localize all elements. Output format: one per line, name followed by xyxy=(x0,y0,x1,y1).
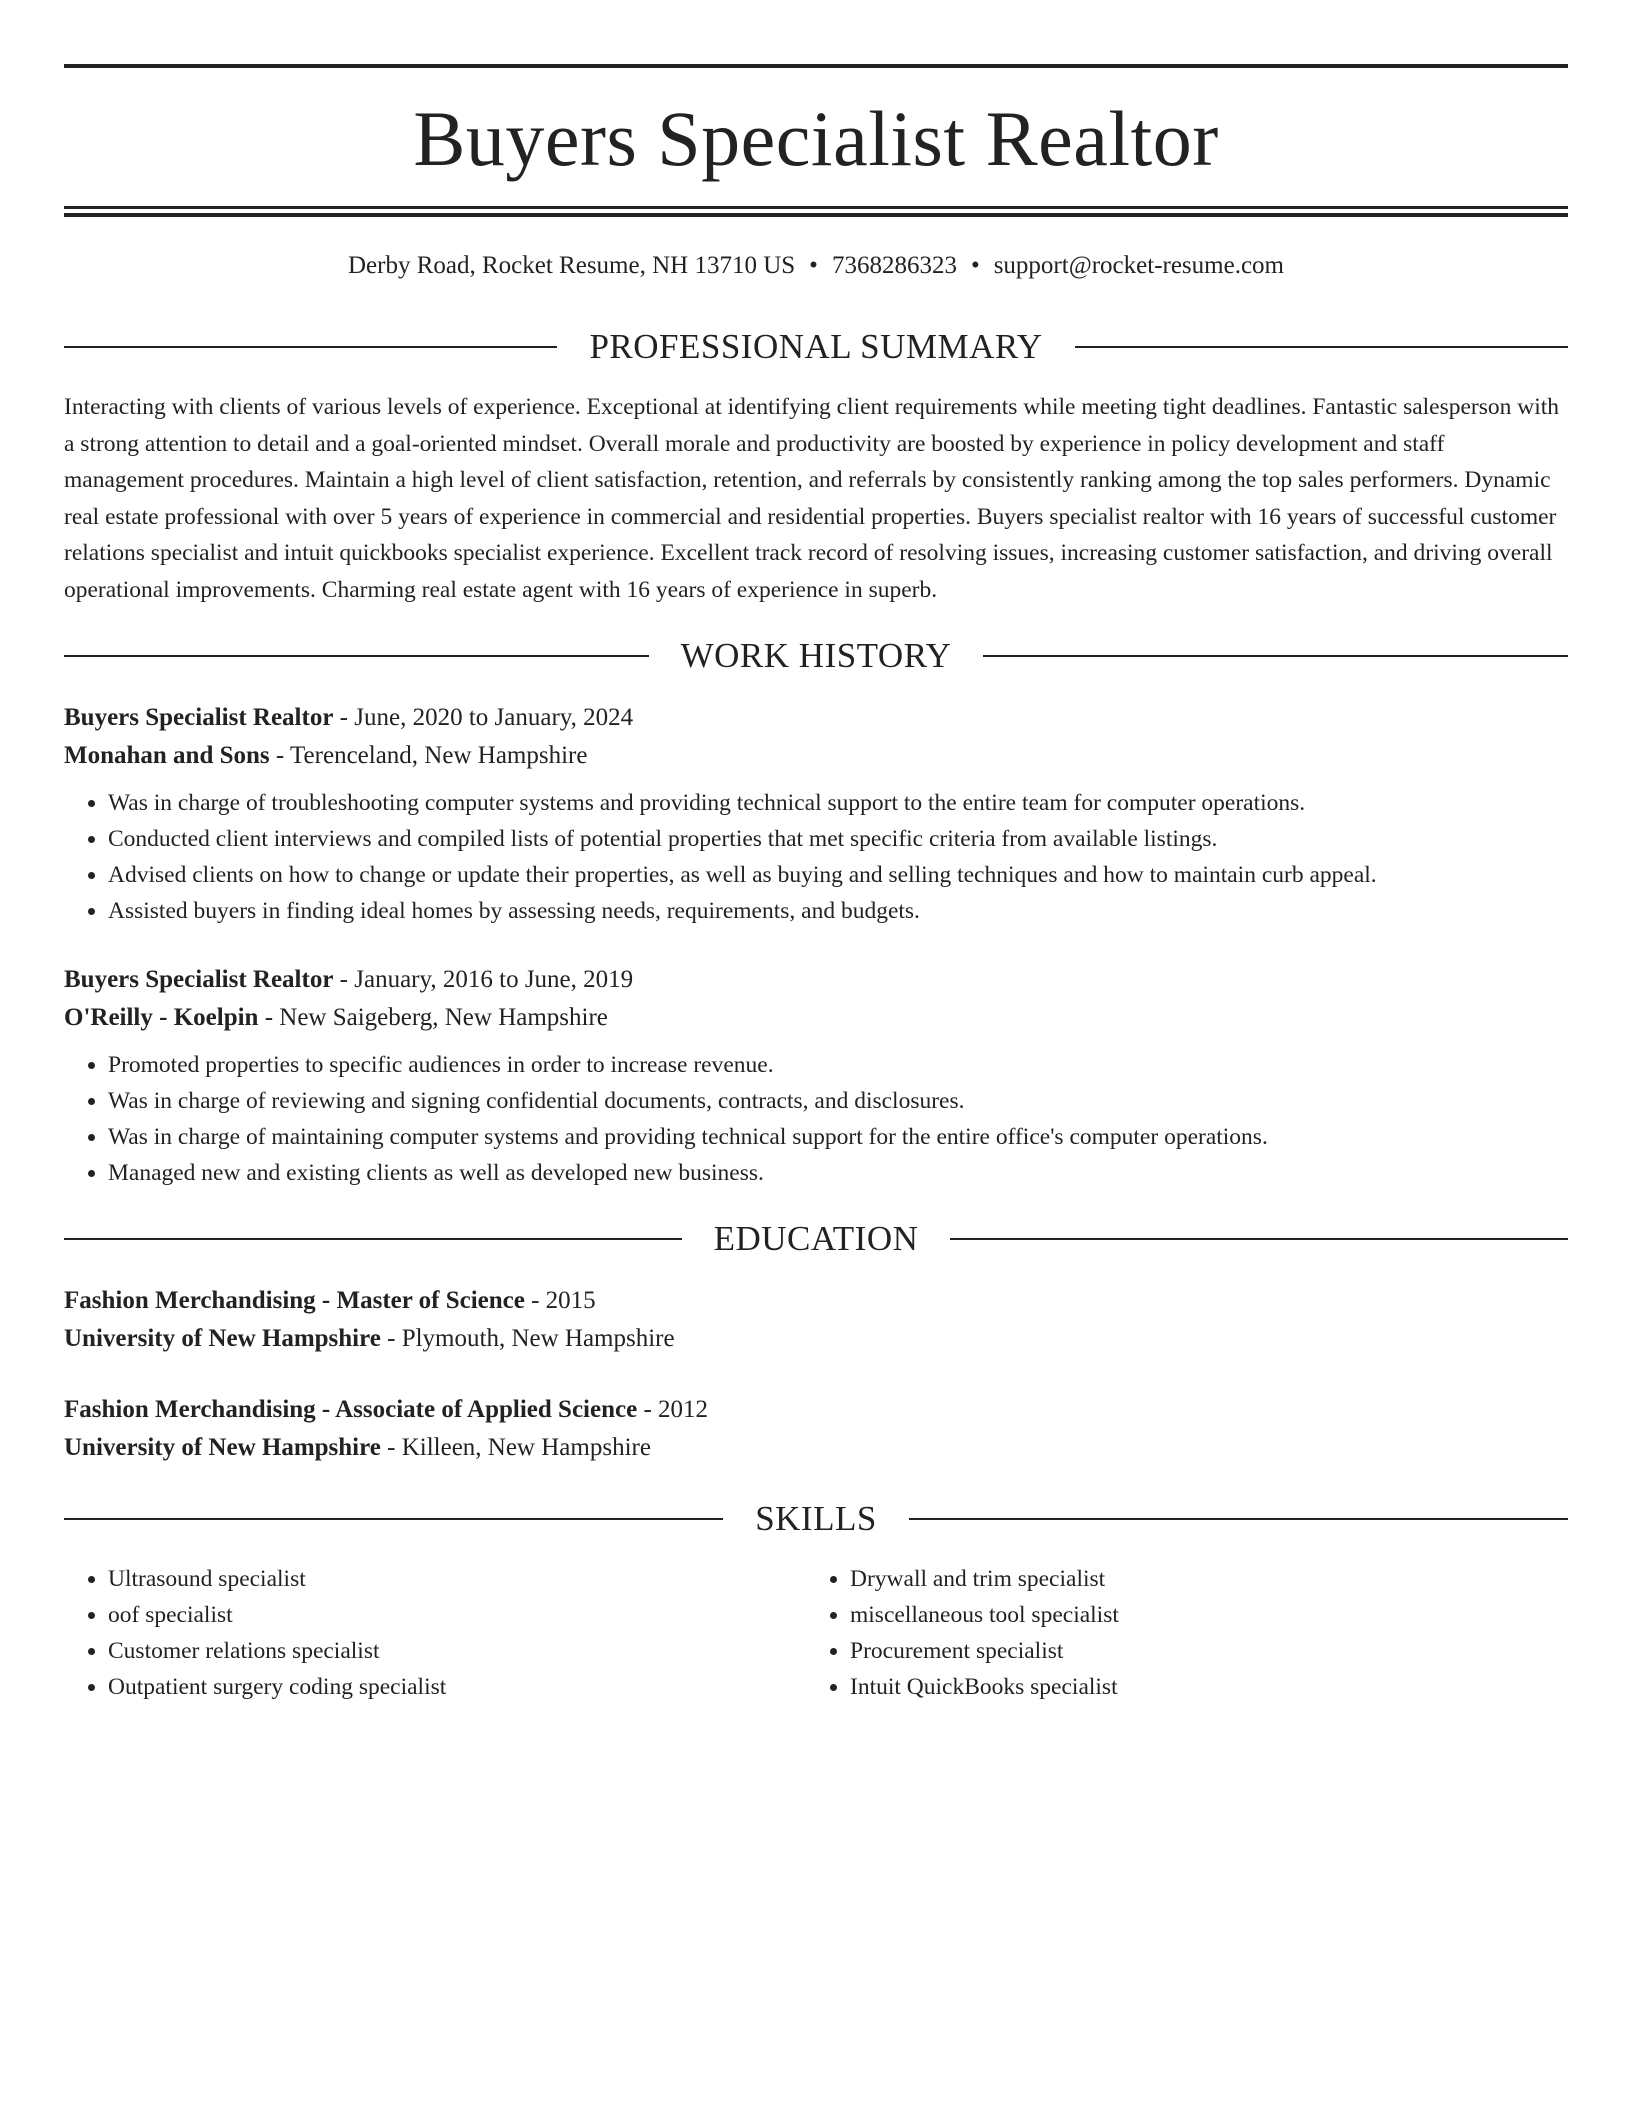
contact-separator: • xyxy=(809,252,818,279)
contact-line xyxy=(64,253,1568,278)
skill-item: • miscellaneous tool specialist xyxy=(850,1597,1548,1633)
section-heading-work xyxy=(64,638,1568,673)
skills-list-left xyxy=(64,1561,806,1705)
list-item: • Was in charge of troubleshooting computer systems and providing technical support to the entire team for computer operations. xyxy=(108,785,1568,821)
education-school-line xyxy=(64,1429,1568,1467)
job-location: - Terenceland, New Hampshire xyxy=(269,742,588,769)
list-item: • Conducted client interviews and compiled lists of potential properties that met specific criteria from available listings. xyxy=(108,821,1568,857)
job-bullet-list xyxy=(64,785,1568,929)
section-title: PROFESSIONAL SUMMARY xyxy=(589,327,1043,366)
skill-item: • Procurement specialist xyxy=(850,1633,1548,1669)
resume-name: Buyers Specialist Realtor xyxy=(413,95,1219,182)
heading-rule-left xyxy=(64,346,557,348)
education-location: - Plymouth, New Hampshire xyxy=(380,1325,675,1352)
heading-rule-left xyxy=(64,1518,723,1520)
skills-list-right xyxy=(806,1561,1548,1705)
job-dates: - June, 2020 to January, 2024 xyxy=(333,704,634,731)
skill-item: • oof specialist xyxy=(108,1597,806,1633)
list-item: • Advised clients on how to change or update their properties, as well as buying and selling techniques and how to maintain curb appeal. xyxy=(108,857,1568,893)
education-year: - 2012 xyxy=(637,1396,709,1423)
job-bullet-list xyxy=(64,1047,1568,1191)
contact-address: Derby Road, Rocket Resume, NH 13710 US xyxy=(348,252,796,279)
job-company: Monahan and Sons xyxy=(64,742,270,769)
section-title: WORK HISTORY xyxy=(680,636,952,675)
heading-rule-right xyxy=(1075,346,1568,348)
list-item: • Managed new and existing clients as well as developed new business. xyxy=(108,1155,1568,1191)
skill-item: • Customer relations specialist xyxy=(108,1633,806,1669)
education-degree: Fashion Merchandising - Associate of Applied Science xyxy=(64,1396,638,1423)
list-item: • Assisted buyers in finding ideal homes by assessing needs, requirements, and budgets. xyxy=(108,893,1568,929)
education-school: University of New Hampshire xyxy=(64,1434,381,1461)
heading-rule-right xyxy=(950,1238,1568,1240)
job-dates: - January, 2016 to June, 2019 xyxy=(333,966,634,993)
education-location: - Killeen, New Hampshire xyxy=(380,1434,651,1461)
list-item: • Was in charge of reviewing and signing confidential documents, contracts, and disclosures. xyxy=(108,1083,1568,1119)
education-school-line xyxy=(64,1320,1568,1358)
education-school: University of New Hampshire xyxy=(64,1325,381,1352)
section-heading-summary xyxy=(64,329,1568,364)
list-item: • Promoted properties to specific audiences in order to increase revenue. xyxy=(108,1047,1568,1083)
header-double-rule xyxy=(64,206,1568,217)
contact-separator: • xyxy=(970,252,980,279)
education-degree-line xyxy=(64,1391,1568,1429)
heading-rule-left xyxy=(64,1238,682,1240)
header-top-rule xyxy=(64,64,1568,68)
job-company-line xyxy=(64,999,1568,1037)
resume-page xyxy=(64,64,1568,1705)
skill-item: • Outpatient surgery coding specialist xyxy=(108,1669,806,1705)
skill-item: • Drywall and trim specialist xyxy=(850,1561,1548,1597)
job-title: Buyers Specialist Realtor xyxy=(64,704,334,731)
section-title: SKILLS xyxy=(755,1499,877,1538)
heading-rule-right xyxy=(983,655,1568,657)
education-degree: Fashion Merchandising - Master of Science xyxy=(64,1287,525,1314)
job-company-line xyxy=(64,737,1568,775)
job-entry xyxy=(64,699,1568,929)
job-title-line xyxy=(64,961,1568,999)
heading-rule-right xyxy=(909,1518,1568,1520)
job-title: Buyers Specialist Realtor xyxy=(64,966,334,993)
summary-text: Interacting with clients of various levels of experience. Exceptional at identifying client requirements while meeting tight deadlines. Fantastic salesperson with a strong attention to detail and a goal-oriented mindset. Overall morale and productivity are boosted by experience in policy development and staff management procedures. Maintain a high level of client satisfaction, retention, and referrals by consistently ranking among the top sales performers. Dynamic real estate professional with over 5 years of experience in commercial and residential properties. Buyers specialist realtor with 16 years of successful customer relations specialist and intuit quickbooks specialist experience. Excellent track record of resolving issues, increasing customer satisfaction, and driving overall operational improvements. Charming real estate agent with 16 years of experience in superb. xyxy=(64,394,1560,603)
job-company: O'Reilly - Koelpin xyxy=(64,1004,259,1031)
education-year: - 2015 xyxy=(524,1287,596,1314)
skills-grid xyxy=(64,1561,1568,1705)
job-location: - New Saigeberg, New Hampshire xyxy=(258,1004,608,1031)
job-title-line xyxy=(64,699,1568,737)
section-title: EDUCATION xyxy=(713,1219,919,1258)
section-heading-education xyxy=(64,1221,1568,1256)
skill-item: • Intuit QuickBooks specialist xyxy=(850,1669,1548,1705)
heading-rule-left xyxy=(64,655,649,657)
list-item: • Was in charge of maintaining computer systems and providing technical support for the entire office's computer operations. xyxy=(108,1119,1568,1155)
contact-phone: 7368286323 xyxy=(831,252,957,279)
contact-email: support@rocket-resume.com xyxy=(993,252,1284,279)
education-degree-line xyxy=(64,1282,1568,1320)
job-entry xyxy=(64,961,1568,1191)
education-entry xyxy=(64,1391,1568,1467)
section-heading-skills xyxy=(64,1501,1568,1536)
education-entry xyxy=(64,1282,1568,1358)
skill-item: • Ultrasound specialist xyxy=(108,1561,806,1597)
